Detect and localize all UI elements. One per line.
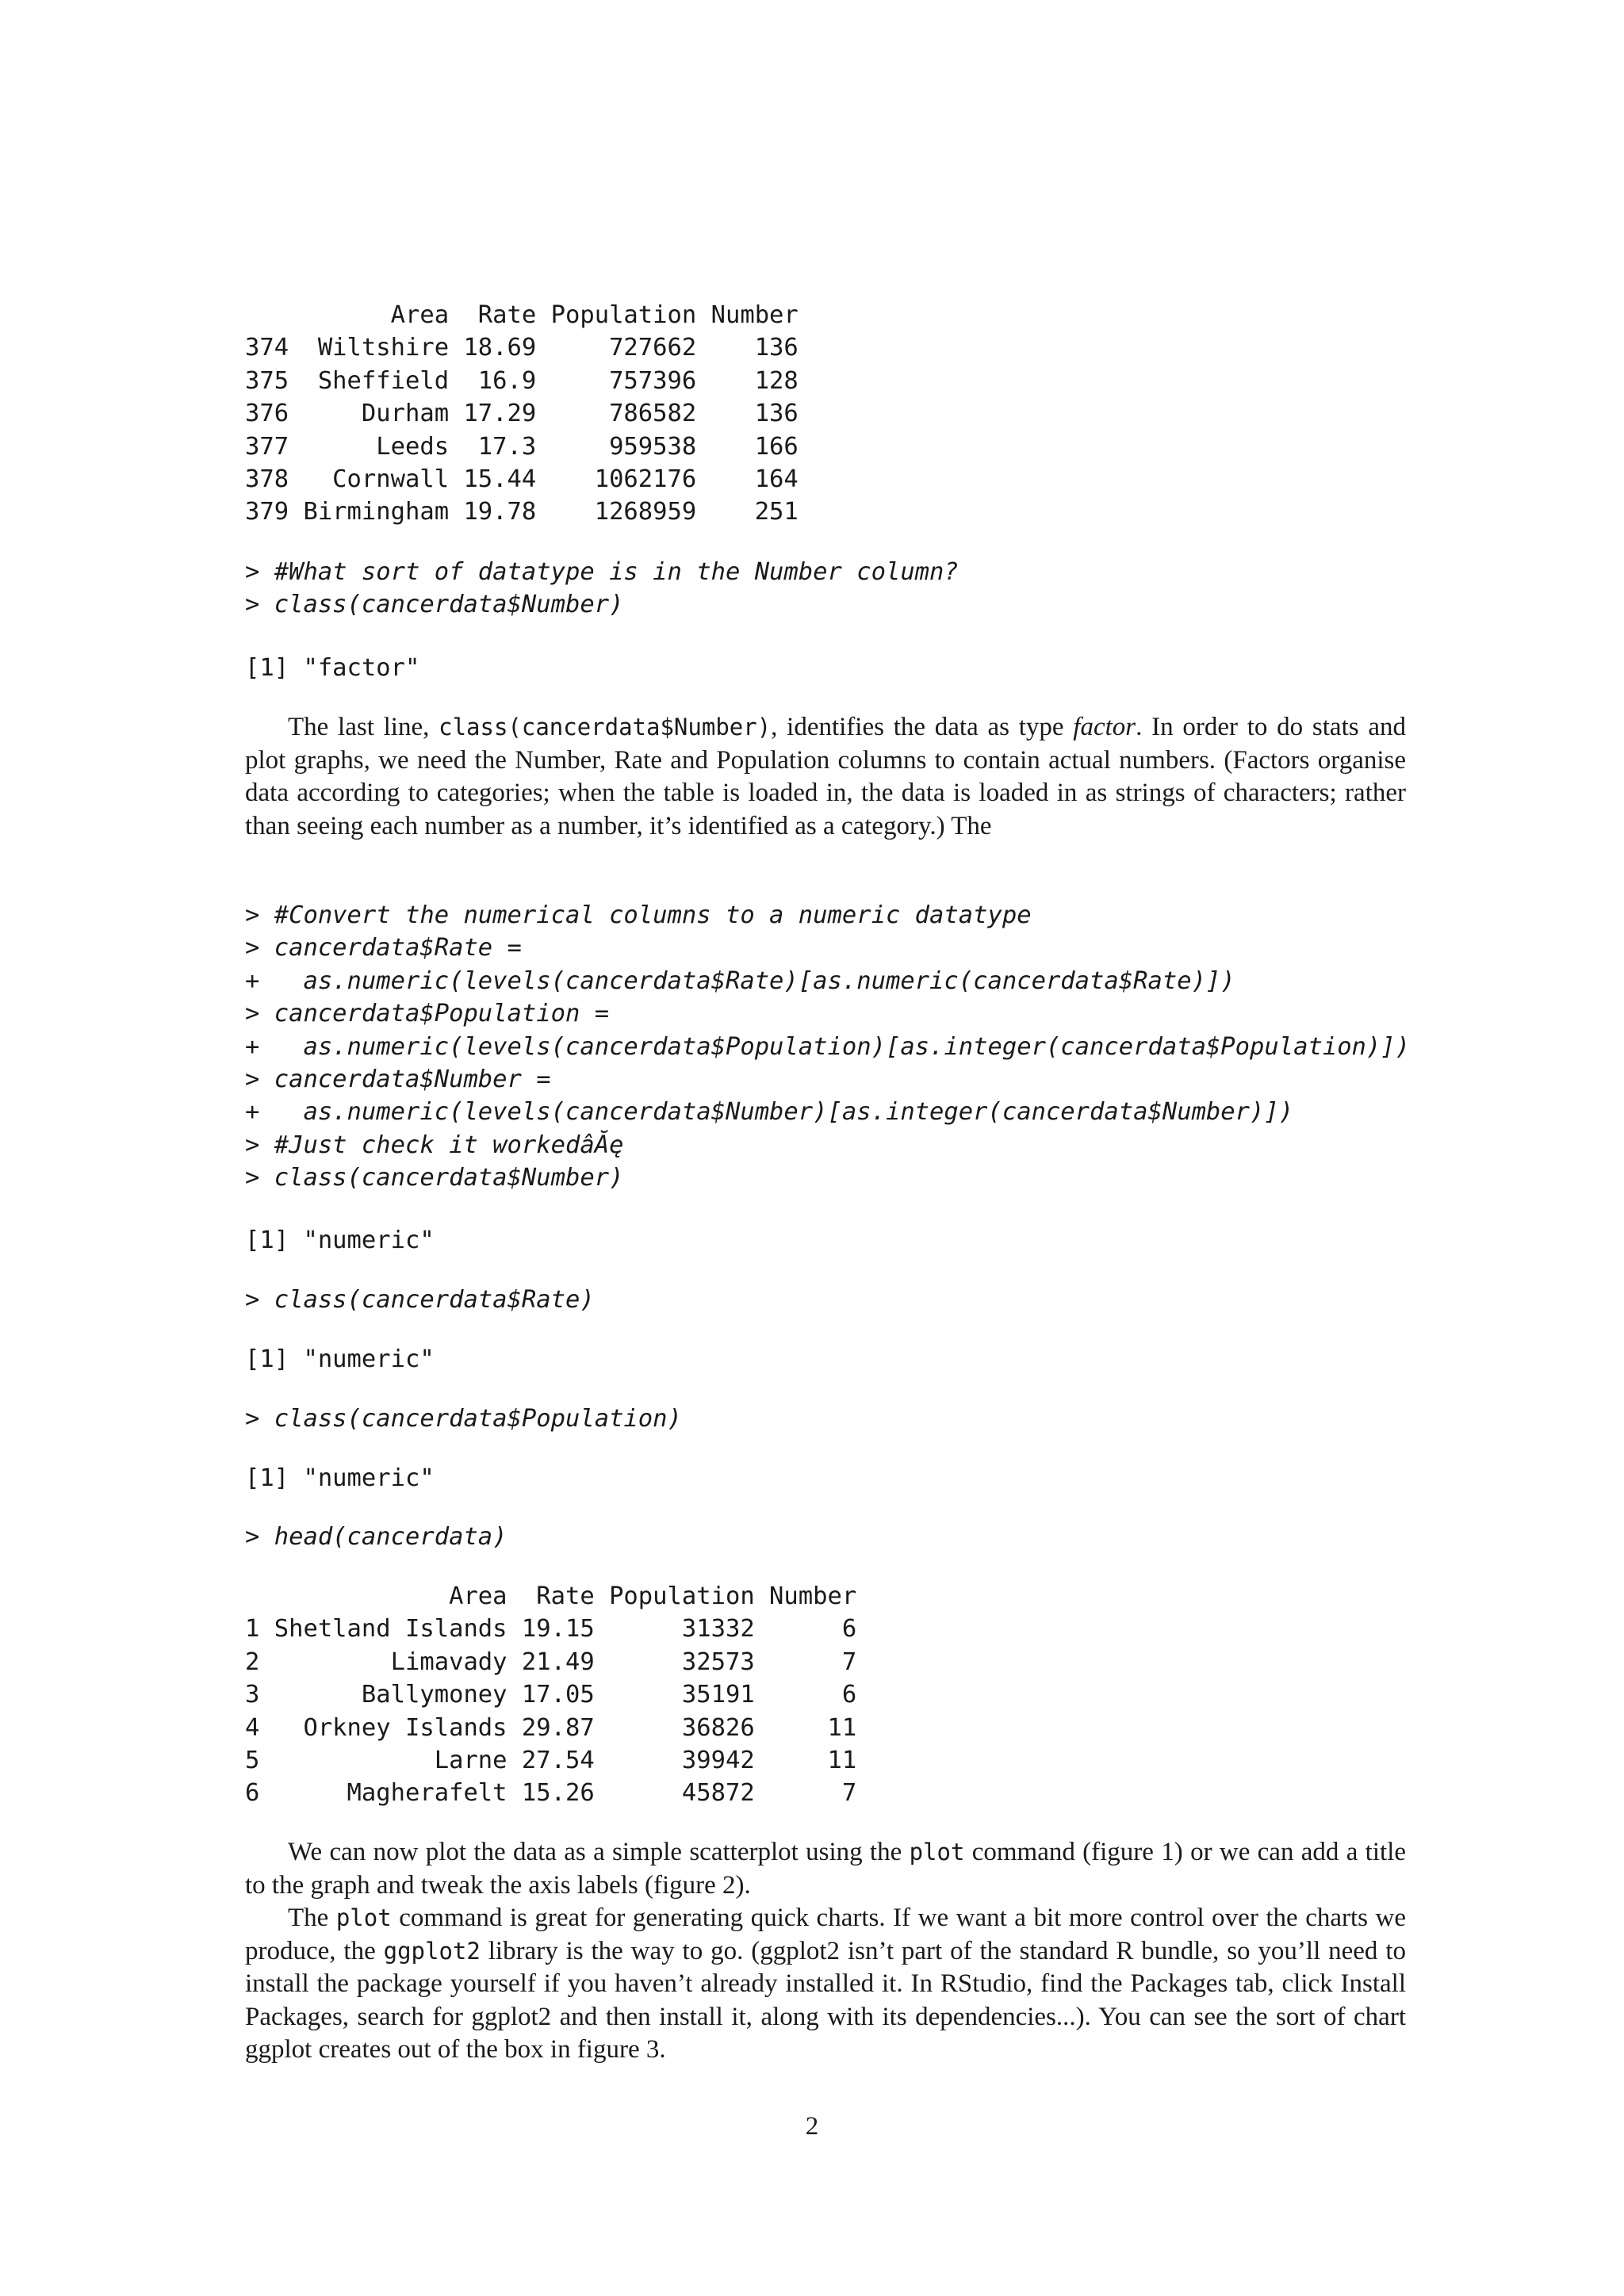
table-row: 375 Sheffield 16.9 757396 128 <box>245 366 799 395</box>
code-block-population <box>245 1402 682 1435</box>
emphasis: factor <box>1073 713 1136 741</box>
output-line: [1] "factor" <box>245 654 420 682</box>
paragraph-factor: The last line, class(cancerdata$Number), identifies the data as type factor. In order to do stats and plot graphs, we need the Number, Rate and Population columns to contain actual numbers. (Factors organise data according to categories; when the table is loaded in, the data is loaded in as strings of characters; rather than seeing each number as a number, it’s identified as a category.) The <box>245 713 1406 840</box>
code-line: + as.numeric(levels(cancerdata$Number)[as.integer(cancerdata$Number)]) <box>245 1098 1294 1127</box>
inline-code: class(cancerdata$Number) <box>439 714 772 740</box>
code-line: > class(cancerdata$Population) <box>245 1405 682 1433</box>
code-line: > cancerdata$Rate = <box>245 934 522 962</box>
table-row: 2 Limavady 21.49 32573 7 <box>245 1647 857 1676</box>
code-line: > cancerdata$Population = <box>245 1000 610 1028</box>
code-line: > class(cancerdata$Number) <box>245 591 624 619</box>
output-numeric-1 <box>245 1224 435 1257</box>
table-row: 378 Cornwall 15.44 1062176 164 <box>245 465 799 494</box>
output-line: [1] "numeric" <box>245 1226 435 1254</box>
table-row: 6 Magherafelt 15.26 45872 7 <box>245 1779 857 1808</box>
code-line: > #What sort of datatype is in the Number column? <box>245 558 959 586</box>
table-row: 3 Ballymoney 17.05 35191 6 <box>245 1681 857 1709</box>
code-block-rate <box>245 1284 595 1316</box>
code-line: > #Convert the numerical columns to a numeric datatype <box>245 901 1032 929</box>
code-block-convert <box>245 899 1410 1195</box>
table-row: 377 Leeds 17.3 959538 166 <box>245 432 799 461</box>
output-line: [1] "numeric" <box>245 1345 435 1373</box>
code-line: + as.numeric(levels(cancerdata$Population)[as.integer(cancerdata$Population)]) <box>245 1032 1411 1061</box>
inline-code: plot <box>909 1839 965 1866</box>
output-line: [1] "numeric" <box>245 1464 435 1492</box>
output-numeric-3 <box>245 1462 435 1494</box>
tail-table <box>245 299 799 529</box>
code-line: > class(cancerdata$Number) <box>245 1164 624 1192</box>
code-line: > head(cancerdata) <box>245 1523 508 1551</box>
code-line: > cancerdata$Number = <box>245 1066 551 1094</box>
inline-code: ggplot2 <box>383 1937 481 1965</box>
table-row: 376 Durham 17.29 786582 136 <box>245 400 799 428</box>
table-row: 4 Orkney Islands 29.87 36826 11 <box>245 1713 857 1742</box>
code-line: > #Just check it workedâĂę <box>245 1131 624 1159</box>
page-number: 2 <box>805 2112 819 2141</box>
output-numeric-2 <box>245 1343 435 1376</box>
code-block-datatype <box>245 556 959 622</box>
table-header: Area Rate Population Number <box>245 1582 857 1610</box>
code-block-head <box>245 1521 508 1553</box>
code-line: + as.numeric(levels(cancerdata$Rate)[as.numeric(cancerdata$Rate)]) <box>245 966 1235 995</box>
code-line: > class(cancerdata$Rate) <box>245 1286 595 1314</box>
inline-code: plot <box>335 1904 392 1931</box>
table-row: 374 Wiltshire 18.69 727662 136 <box>245 334 799 362</box>
head-table <box>245 1580 856 1810</box>
table-row: 379 Birmingham 19.78 1268959 251 <box>245 498 799 526</box>
table-row: 1 Shetland Islands 19.15 31332 6 <box>245 1615 857 1644</box>
table-row: 5 Larne 27.54 39942 11 <box>245 1747 857 1775</box>
output-factor <box>245 652 419 684</box>
paragraph-plot: We can now plot the data as a simple scatterplot using the plot command (figure 1) or we can add a title to the graph and tweak the axis labels (figure 2). The plot command is great for generating quick charts. If we want a bit more control over the charts we produce, the ggplot2 library is the way to go. (ggplot2 isn’t part of the standard R bundle, so you’ll need to install the package yourself if you haven’t already installed it. In RStudio, find the Packages tab, click Install Packages, search for ggplot2 and then install it, along with its dependencies...). You can see the sort of chart ggplot creates out of the box in figure 3. <box>245 1838 1407 2064</box>
table-header: Area Rate Population Number <box>245 301 799 329</box>
